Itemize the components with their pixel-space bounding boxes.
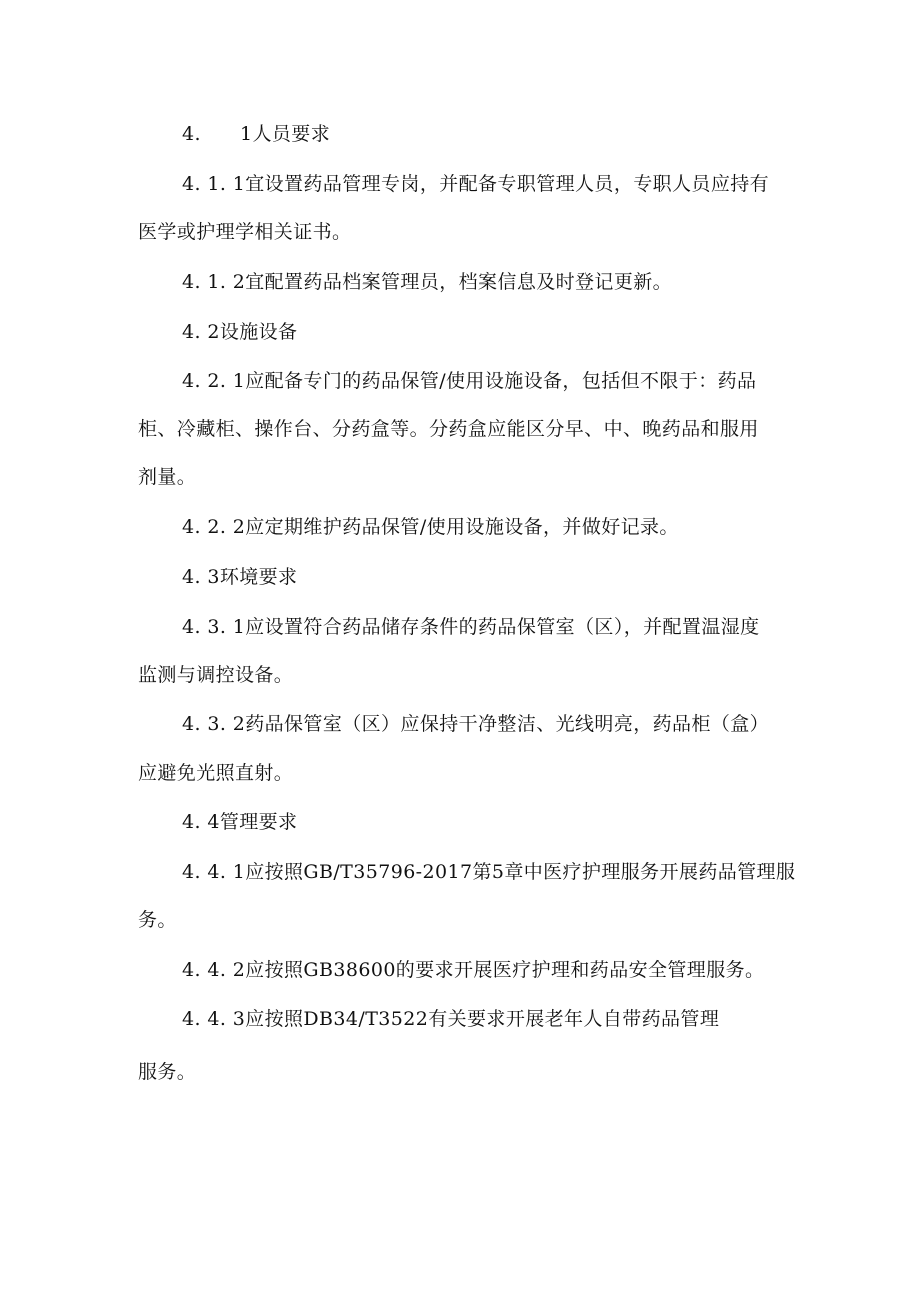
- paragraph-4-2-2: 4. 2. 2应定期维护药品保管/使用设施设备，并做好记录。: [182, 516, 679, 538]
- section-heading-4-4: 4. 4管理要求: [182, 811, 298, 833]
- section-heading-4-1: [182, 121, 330, 147]
- paragraph-4-1-1-line2: 医学或护理学相关证书。: [138, 221, 352, 243]
- paragraph-4-2-1-line2: 柜、冷藏柜、操作台、分药盒等。分药盒应能区分早、中、晚药品和服用: [138, 418, 759, 440]
- paragraph-4-1-2: 4. 1. 2宜配置药品档案管理员，档案信息及时登记更新。: [182, 271, 673, 293]
- paragraph-4-2-1-line3: 剂量。: [138, 466, 197, 488]
- paragraph-4-3-1-line1: 4. 3. 1应设置符合药品储存条件的药品保管室（区），并配置温湿度: [182, 616, 760, 638]
- section-title: 1人员要求: [240, 123, 331, 145]
- paragraph-4-4-1-line2: 务。: [138, 909, 177, 931]
- paragraph-4-3-2-line2: 应避免光照直射。: [138, 762, 294, 784]
- section-heading-4-3: 4. 3环境要求: [182, 566, 298, 588]
- paragraph-4-3-1-line2: 监测与调控设备。: [138, 664, 294, 686]
- paragraph-4-2-1-line1: 4. 2. 1应配备专门的药品保管/使用设施设备，包括但不限于：药品: [182, 370, 757, 392]
- paragraph-4-4-3-line2: 服务。: [138, 1061, 197, 1083]
- paragraph-4-4-1-line1: 4. 4. 1应按照GB/T35796-2017第5章中医疗护理服务开展药品管理服: [182, 861, 796, 883]
- paragraph-4-3-2-line1: 4. 3. 2药品保管室（区）应保持干净整洁、光线明亮，药品柜（盒）: [182, 713, 770, 735]
- paragraph-4-4-3-line1: 4. 4. 3应按照DB34/T3522有关要求开展老年人自带药品管理: [182, 1008, 720, 1030]
- paragraph-4-4-2: 4. 4. 2应按照GB38600的要求开展医疗护理和药品安全管理服务。: [182, 959, 765, 981]
- section-number: 4.: [182, 123, 201, 145]
- section-heading-4-2: 4. 2设施设备: [182, 321, 298, 343]
- paragraph-4-1-1-line1: 4. 1. 1宜设置药品管理专岗，并配备专职管理人员，专职人员应持有: [182, 173, 770, 195]
